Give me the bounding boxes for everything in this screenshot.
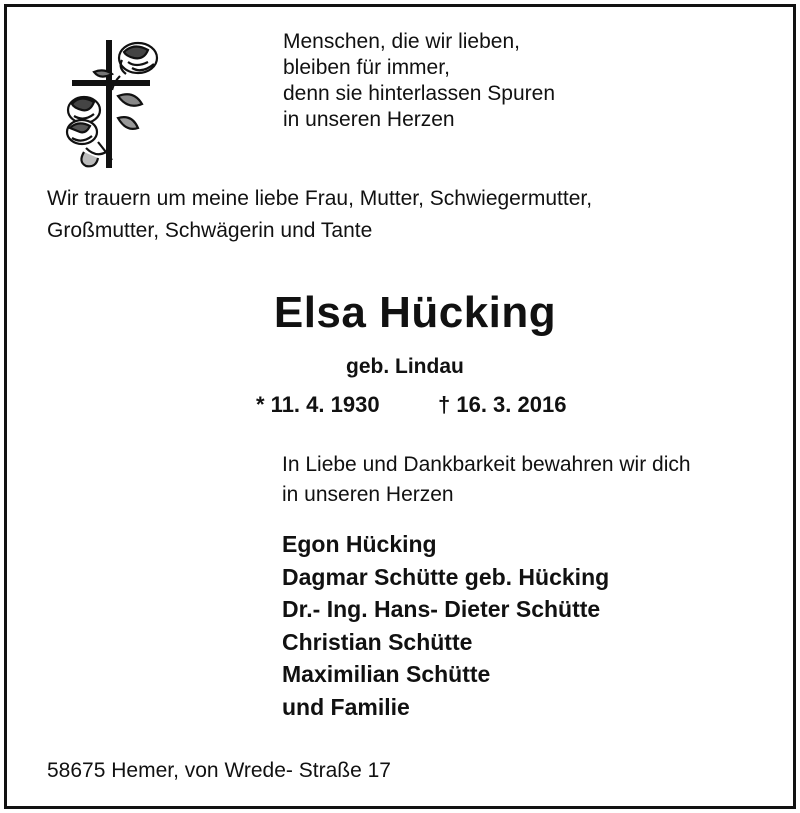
- address-line: 58675 Hemer, von Wrede- Straße 17: [47, 759, 391, 782]
- motto-quote: [283, 29, 555, 133]
- intro-line: Großmutter, Schwägerin und Tante: [47, 219, 373, 242]
- motto-line: bleiben für immer,: [283, 56, 450, 79]
- mourner-name: Maximilian Schütte: [282, 661, 491, 687]
- motto-line: in unseren Herzen: [283, 108, 455, 131]
- mourner-name: Dr.- Ing. Hans- Dieter Schütte: [282, 596, 601, 622]
- mourning-intro: [47, 183, 592, 247]
- birth-date: * 11. 4. 1930: [256, 392, 380, 417]
- mourner-name: Dagmar Schütte geb. Hücking: [282, 563, 610, 590]
- mourner-name: Egon Hücking: [282, 531, 437, 557]
- motto-line: Menschen, die wir lieben,: [283, 30, 520, 53]
- mourner-name: und Familie: [282, 693, 410, 720]
- intro-line: Wir trauern um meine liebe Frau, Mutter, Schwiegermutter,: [47, 187, 593, 210]
- cross-with-roses-icon: [62, 38, 166, 170]
- death-date: † 16. 3. 2016: [438, 392, 567, 417]
- motto-line: denn sie hinterlassen Spuren: [283, 82, 556, 105]
- deceased-name: Elsa Hücking: [273, 288, 557, 337]
- closing-line: In Liebe und Dankbarkeit bewahren wir dich: [282, 453, 691, 476]
- mourners-list: [282, 528, 609, 723]
- closing-text: [282, 450, 691, 510]
- closing-line: in unseren Herzen: [282, 483, 454, 506]
- maiden-name: geb. Lindau: [346, 355, 464, 378]
- mourner-name: Christian Schütte: [282, 628, 473, 655]
